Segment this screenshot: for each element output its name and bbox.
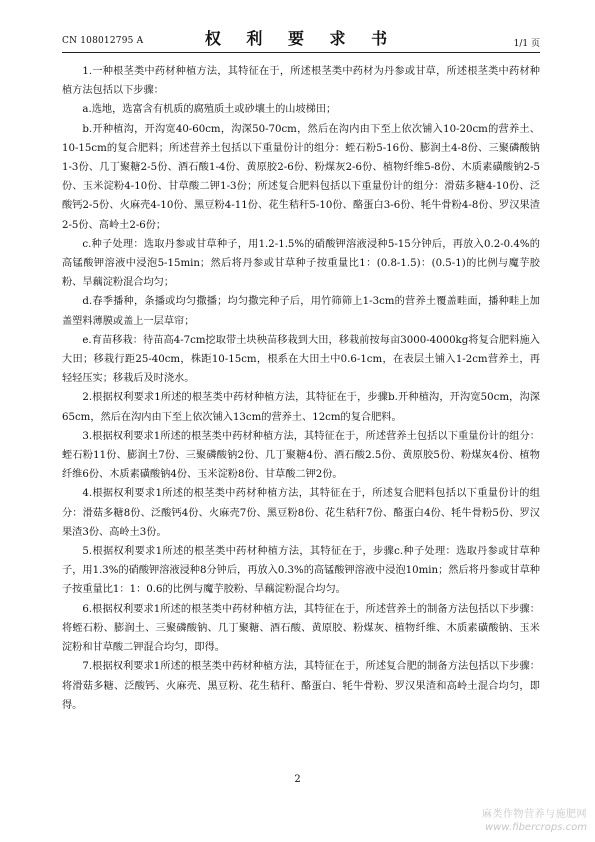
page-header — [62, 22, 540, 53]
claim-step: b.开种植沟，开沟宽40-60cm，沟深50-70cm，然后在沟内由下至上依次铺入10-20cm的营养土、10-15cm的复合肥料；所述营养土包括以下重量份计的组分：蛭石粉5-16份、膨润土4-8份、三聚磷酸钠1-3份、几丁聚糖2-5份、酒石酸1-4份、黄原胶2-6份、粉煤灰2-6份、植物纤维5-8份、木质素磺酸钠2-5份、玉米淀粉4-10份、甘草酸二钾1-3份；所述复合肥料包括以下重量份计的组分：滑菇多糖4-10份、泛酸钙2-5份、火麻壳4-10份、黑豆粉4-11份、花生秸秆5-10份、酪蛋白3-6份、牦牛骨粉4-8份、罗汉果渣2-5份、高岭土2-6份； — [62, 123, 540, 231]
watermark-text: 麻类作物营养与施肥网 — [482, 809, 587, 820]
claim-step: c.种子处理：选取丹参或甘草种子，用1.2-1.5%的硝酸钾溶液浸种5-15分钟后，再放入0.2-0.4%的高锰酸钾溶液中浸泡5-15min；然后将丹参或甘草种子按重量比1：(0.8-1.5)：(0.5-1)的比例与魔芋胶粉、旱藕淀粉混合均匀； — [62, 238, 540, 289]
watermark-url: www.fibercrops.com — [485, 822, 587, 833]
claim-paragraph: 2.根据权利要求1所述的根茎类中药材种植方法，其特征在于，步骤b.开种植沟，开沟宽50cm，沟深65cm，然后在沟内由下至上依次铺入13cm的营养土、12cm的复合肥料。 — [62, 392, 540, 423]
claim-paragraph: 4.根据权利要求1所述的根茎类中药材种植方法，其特征在于，所述复合肥料包括以下重量份计的组分：滑菇多糖8份、泛酸钙4份、火麻壳7份、黑豆粉8份、花生秸秆7份、酪蛋白4份、牦牛骨粉5份、罗汉果渣3份、高岭土3份。 — [62, 488, 540, 538]
document-title: 权 利 要 求 书 — [204, 29, 398, 48]
claim-paragraph: 6.根据权利要求1所述的根茎类中药材种植方法，其特征在于，所述营养土的制备方法包括以下步骤：将蛭石粉、膨润土、三聚磷酸钠、几丁聚糖、酒石酸、黄原胶、粉煤灰、植物纤维、木质素磺酸钠、玉米淀粉和甘草酸二钾混合均匀，即得。 — [62, 603, 540, 654]
page-number: 2 — [294, 774, 301, 785]
claim-step: e.育苗移栽：待苗高4-7cm挖取带土块秧苗移栽到大田，移栽前按每亩3000-4000kg将复合肥料施入大田；移栽行距25-40cm，株距10-15cm，根系在大田土中0.6-1cm，在表层土铺入1-2cm营养土，再轻轻压实；移栽后及时浇水。 — [62, 334, 540, 385]
claim-step: a.选地，选富含有机质的腐殖质土或砂壤土的山坡梯田； — [82, 104, 337, 116]
watermark — [482, 808, 587, 834]
publication-number: CN 108012795 A — [62, 36, 144, 46]
page-indicator: 1/1 页 — [513, 39, 540, 49]
claim-step: d.春季播种，条播或均匀撒播；均匀撒完种子后，用竹筛筛上1-3cm的营养土覆盖畦面，播种畦上加盖塑料薄膜或盖上一层草帘； — [62, 296, 540, 327]
claim-paragraph: 1.一种根茎类中药材种植方法，其特征在于，所述根茎类中药材为丹参或甘草，所述根茎类中药材种植方法包括以下步骤： — [62, 66, 540, 97]
claim-paragraph: 7.根据权利要求1所述的根茎类中药材种植方法，其特征在于，所述复合肥的制备方法包括以下步骤：将滑菇多糖、泛酸钙、火麻壳、黑豆粉、花生秸秆、酪蛋白、牦牛骨粉、罗汉果渣和高岭土混合均匀，即得。 — [62, 661, 540, 711]
claims-body — [62, 62, 540, 715]
claim-paragraph: 5.根据权利要求1所述的根茎类中药材种植方法，其特征在于，步骤c.种子处理：选取丹参或甘草种子，用1.3%的硝酸钾溶液浸种8分钟后，再放入0.3%的高锰酸钾溶液中浸泡10min；然后将丹参或甘草种子按重量比1：1：0.6的比例与魔芋胶粉、旱藕淀粉混合均匀。 — [62, 546, 540, 596]
claim-paragraph: 3.根据权利要求1所述的根茎类中药材种植方法，其特征在于，所述营养土包括以下重量份计的组分：蛭石粉11份、膨润土7份、三聚磷酸钠2份、几丁聚糖4份、酒石酸2.5份、黄原胶5份、粉煤灰4份、植物纤维6份、木质素磺酸钠4份、玉米淀粉8份、甘草酸二钾2份。 — [62, 430, 540, 481]
